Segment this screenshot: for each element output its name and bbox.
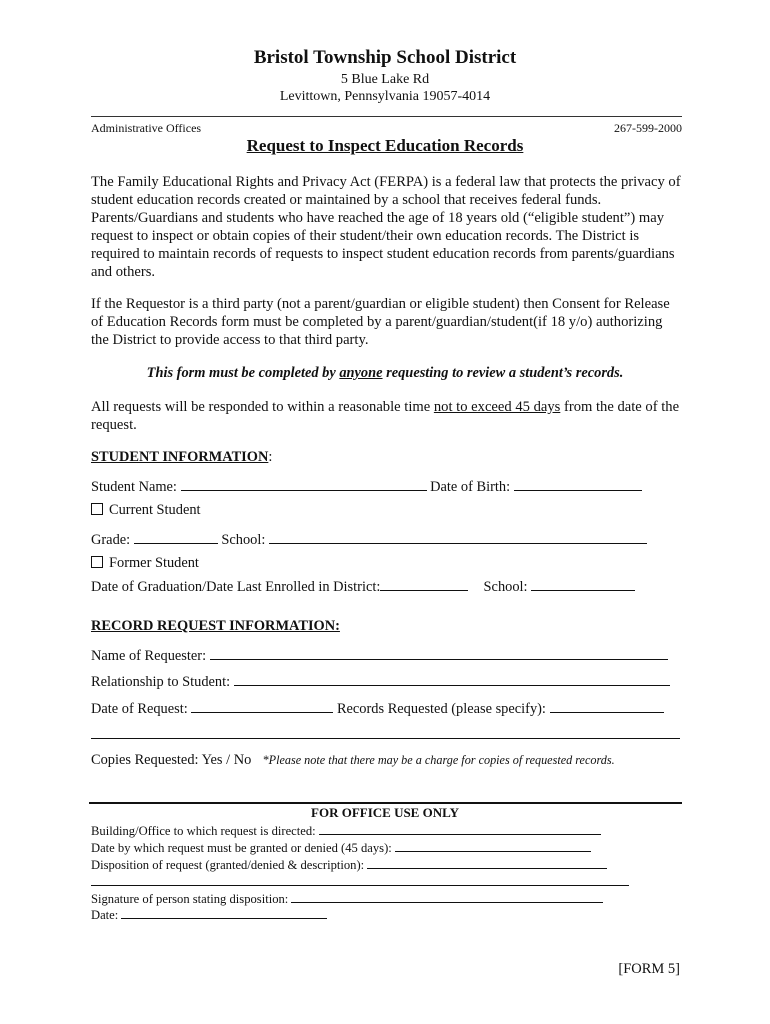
student-info-heading xyxy=(91,449,272,466)
requester-label: Name of Requester: xyxy=(91,648,207,664)
disposition-field[interactable] xyxy=(367,856,607,869)
student-name-row xyxy=(91,476,642,496)
building-row xyxy=(91,822,601,839)
deadline-label: Date by which request must be granted or denied (45 days): xyxy=(91,841,392,855)
record-request-heading-text: RECORD REQUEST INFORMATION: xyxy=(91,618,340,634)
third-party-paragraph: If the Requestor is a third party (not a parent/guardian or eligible student) then Consent for Release of Education Records form must be completed by a parent/guardian/student(if 18 y/o) authorizing the District to provide access to that third party. xyxy=(91,296,670,348)
response-underlined: not to exceed 45 days xyxy=(433,399,561,415)
emphasis-underlined: anyone xyxy=(339,365,383,381)
former-student-row xyxy=(91,555,199,572)
office-date-label: Date: xyxy=(91,908,119,922)
records-continuation-field[interactable] xyxy=(91,724,680,739)
emphasis-post: requesting to review a student’s records. xyxy=(382,365,624,381)
office-use-heading: FOR OFFICE USE ONLY xyxy=(311,805,459,820)
deadline-field[interactable] xyxy=(395,839,591,852)
ferpa-paragraph: The Family Educational Rights and Privacy Act (FERPA) is a federal law that protects the privacy of student education records created or maintained by a school that receives federal funds. Parents/Guardians and students who have reached the age of 18 years old (“eligible student”) may request to inspect or obtain copies of their student/their own education records. The District is required to maintain records of requests to inspect student education records from parents/guardians and others. xyxy=(91,174,681,280)
deadline-row xyxy=(91,839,591,856)
form-number: [FORM 5] xyxy=(618,961,680,977)
requester-row xyxy=(91,645,668,665)
record-request-heading xyxy=(91,618,340,635)
response-post: from the date of the request. xyxy=(91,399,680,433)
request-date-field[interactable] xyxy=(191,698,333,713)
district-title: Bristol Township School District xyxy=(253,47,517,68)
student-info-heading-colon: : xyxy=(268,449,273,465)
grad-date-label: Date of Graduation/Date Last Enrolled in District: xyxy=(91,579,381,595)
grade-field[interactable] xyxy=(134,529,218,544)
form-title: Request to Inspect Education Records xyxy=(246,136,524,155)
disposition-continuation-row xyxy=(91,873,629,890)
records-requested-label: Records Requested (please specify): xyxy=(336,701,546,717)
disposition-continuation-field[interactable] xyxy=(91,873,629,886)
dob-field[interactable] xyxy=(514,476,642,491)
address-line-2: Levittown, Pennsylvania 19057-4014 xyxy=(279,89,491,104)
relationship-field[interactable] xyxy=(234,671,670,686)
emphasis-pre: This form must be completed by xyxy=(146,365,340,381)
date-records-row xyxy=(91,698,664,718)
graduation-row xyxy=(91,576,635,596)
offices-label: Administrative Offices xyxy=(91,121,202,135)
phone-number: 267-599-2000 xyxy=(614,121,682,135)
records-continuation-row xyxy=(91,724,680,744)
current-student-checkbox[interactable] xyxy=(91,503,103,515)
grad-date-field[interactable] xyxy=(380,576,468,591)
address-line-1: 5 Blue Lake Rd xyxy=(340,72,430,87)
student-name-field[interactable] xyxy=(181,476,427,491)
emphasis-statement xyxy=(0,365,770,382)
response-paragraph xyxy=(91,398,683,434)
header-divider xyxy=(91,116,682,117)
relationship-label: Relationship to Student: xyxy=(91,674,231,690)
copies-label[interactable]: Copies Requested: Yes / No xyxy=(91,752,252,768)
student-info-heading-text: STUDENT INFORMATION xyxy=(91,449,269,465)
copies-row xyxy=(91,752,615,769)
copies-note: *Please note that there may be a charge for copies of requested records. xyxy=(262,753,615,767)
school-label: School: xyxy=(221,532,266,548)
office-divider xyxy=(89,802,682,804)
records-requested-field[interactable] xyxy=(550,698,664,713)
former-school-label: School: xyxy=(483,579,528,595)
office-date-row xyxy=(91,906,327,923)
requester-field[interactable] xyxy=(210,645,668,660)
grade-label: Grade: xyxy=(91,532,131,548)
dob-label: Date of Birth: xyxy=(430,479,511,495)
current-student-label: Current Student xyxy=(109,502,201,518)
signature-label: Signature of person stating disposition: xyxy=(91,892,289,906)
signature-field[interactable] xyxy=(291,890,603,903)
student-name-label: Student Name: xyxy=(91,479,177,495)
former-student-label: Former Student xyxy=(109,555,199,571)
building-label: Building/Office to which request is directed: xyxy=(91,824,316,838)
response-pre: All requests will be responded to within a reasonable time xyxy=(91,399,434,415)
relationship-row xyxy=(91,671,670,691)
signature-row xyxy=(91,890,603,907)
office-date-field[interactable] xyxy=(121,906,327,919)
former-student-checkbox[interactable] xyxy=(91,556,103,568)
current-student-row xyxy=(91,502,201,519)
disposition-label: Disposition of request (granted/denied & description): xyxy=(91,858,365,872)
grade-school-row xyxy=(91,529,647,549)
request-date-label: Date of Request: xyxy=(91,701,188,717)
disposition-row xyxy=(91,856,607,873)
school-field[interactable] xyxy=(269,529,647,544)
former-school-field[interactable] xyxy=(531,576,635,591)
building-field[interactable] xyxy=(319,822,601,835)
